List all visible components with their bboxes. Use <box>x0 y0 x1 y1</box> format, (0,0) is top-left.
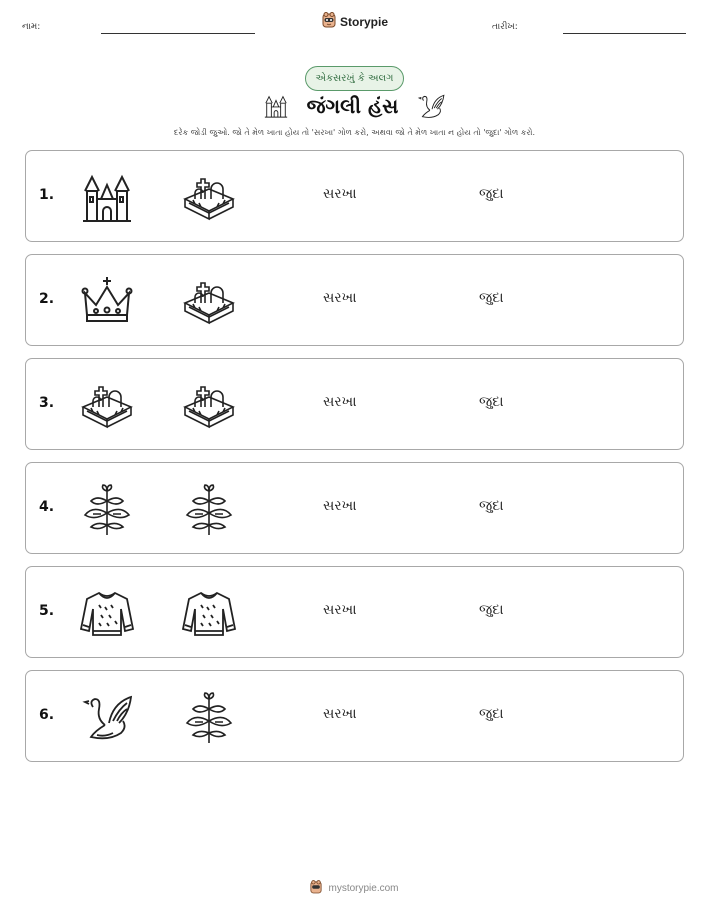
brand-name: Storypie <box>340 15 389 29</box>
item-number: 5. <box>39 603 55 619</box>
different-option[interactable]: જુદા <box>479 290 504 306</box>
page-title: જંગલી હંસ <box>306 94 399 118</box>
storypie-mascot-icon <box>310 880 322 897</box>
exercise-item-3 <box>25 358 684 450</box>
date-field[interactable] <box>563 33 686 34</box>
name-label: નામ: <box>22 22 41 32</box>
castle-icon <box>79 169 135 225</box>
sweater-icon <box>79 585 135 641</box>
crown-icon <box>79 273 135 329</box>
swan-icon <box>416 91 446 121</box>
exercise-item-2 <box>25 254 684 346</box>
exercise-item-1 <box>25 150 684 242</box>
different-option[interactable]: જુદા <box>479 394 504 410</box>
item-number: 1. <box>39 187 55 203</box>
item-number: 2. <box>39 291 55 307</box>
brand-logo <box>322 12 388 32</box>
nettle-plant-icon <box>181 481 237 537</box>
exercise-item-6 <box>25 670 684 762</box>
exercise-item-5 <box>25 566 684 658</box>
graveyard-icon <box>181 273 237 329</box>
name-field[interactable] <box>101 33 255 34</box>
same-option[interactable]: સરખા <box>323 602 357 618</box>
swan-icon <box>79 689 135 745</box>
storypie-mascot-icon <box>322 12 336 32</box>
item-number: 3. <box>39 395 55 411</box>
graveyard-icon <box>181 377 237 433</box>
footer <box>0 880 709 897</box>
footer-url[interactable]: mystorypie.com <box>328 883 399 894</box>
same-option[interactable]: સરખા <box>323 706 357 722</box>
instructions: દરેક જોડી જુઓ. જો તે મેળ ખાતા હોય તો 'સરખા' ગોળ કરો, અથવા જો તે મેળ ખાતા ન હોય તો 'જુદા' ગોળ કરો. <box>173 128 536 137</box>
same-option[interactable]: સરખા <box>323 498 357 514</box>
different-option[interactable]: જુદા <box>479 186 504 202</box>
title-row <box>0 90 709 122</box>
graveyard-icon <box>79 377 135 433</box>
item-number: 4. <box>39 499 55 515</box>
different-option[interactable]: જુદા <box>479 602 504 618</box>
same-option[interactable]: સરખા <box>323 290 357 306</box>
castle-icon <box>263 93 289 119</box>
item-number: 6. <box>39 707 55 723</box>
activity-type-badge: એકસરખું કે અલગ <box>305 66 404 91</box>
exercise-item-4 <box>25 462 684 554</box>
graveyard-icon <box>181 169 237 225</box>
different-option[interactable]: જુદા <box>479 498 504 514</box>
sweater-icon <box>181 585 237 641</box>
same-option[interactable]: સરખા <box>323 394 357 410</box>
worksheet-header <box>0 12 709 42</box>
different-option[interactable]: જુદા <box>479 706 504 722</box>
same-option[interactable]: સરખા <box>323 186 357 202</box>
nettle-plant-icon <box>79 481 135 537</box>
nettle-plant-icon <box>181 689 237 745</box>
date-label: તારીખ: <box>492 22 518 32</box>
